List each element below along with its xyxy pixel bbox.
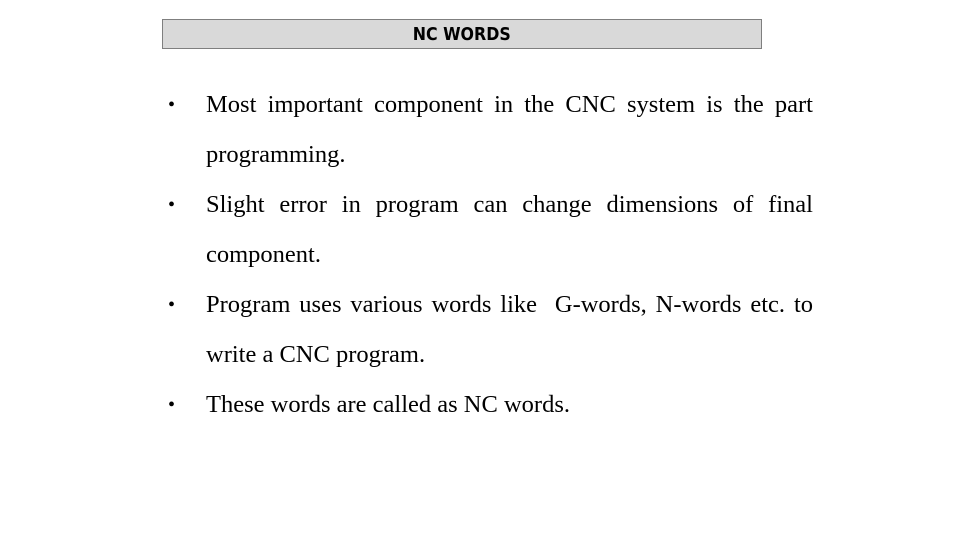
bullet-text: Program uses various words like G-words, N-words etc. to write a CNC program. <box>206 291 820 368</box>
bullet-item <box>168 180 813 280</box>
slide-title-box <box>162 19 762 49</box>
bullet-text: Most important component in the CNC system is the part programming. <box>206 91 813 168</box>
bullet-icon: • <box>168 394 176 416</box>
slide-title: NC WORDS <box>412 23 512 45</box>
bullet-icon: • <box>168 294 176 316</box>
bullet-list <box>168 80 820 430</box>
bullet-item <box>168 80 813 180</box>
bullet-item <box>168 280 820 380</box>
bullet-icon: • <box>168 94 176 116</box>
bullet-item <box>168 380 813 430</box>
bullet-text: Slight error in program can change dimensions of final component. <box>206 191 813 268</box>
bullet-text: These words are called as NC words. <box>206 391 570 418</box>
bullet-icon: • <box>168 194 176 216</box>
